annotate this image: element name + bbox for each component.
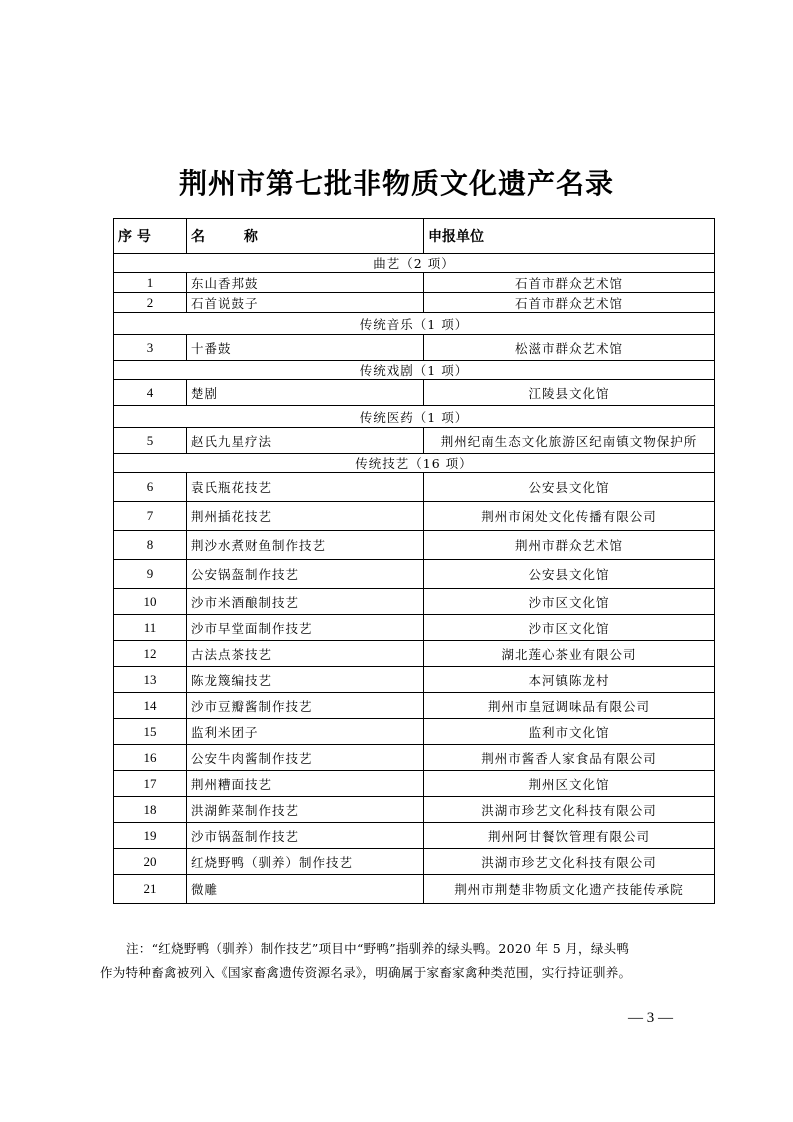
row-number: 10: [114, 589, 187, 615]
item-name: 陈龙篾编技艺: [187, 667, 424, 693]
row-number: 1: [114, 273, 187, 293]
heritage-list-table: [113, 218, 715, 904]
row-number: 14: [114, 693, 187, 719]
item-name: 微雕: [187, 875, 424, 904]
table-row: [114, 273, 715, 293]
table-row: [114, 293, 715, 313]
table-row: [114, 335, 715, 361]
table-row: [114, 560, 715, 589]
category-label: 曲艺（2 项）: [114, 254, 715, 273]
table-row: [114, 615, 715, 641]
item-unit: 荆州纪南生态文化旅游区纪南镇文物保护所: [424, 428, 715, 454]
category-label: 传统音乐（1 项）: [114, 313, 715, 335]
category-label: 传统医药（1 项）: [114, 406, 715, 428]
row-number: 8: [114, 531, 187, 560]
item-unit: 荆州市荆楚非物质文化遗产技能传承院: [424, 875, 715, 904]
row-number: 12: [114, 641, 187, 667]
row-number: 15: [114, 719, 187, 745]
table-row: [114, 589, 715, 615]
item-unit: 荆州区文化馆: [424, 771, 715, 797]
item-name: 东山香邦鼓: [187, 273, 424, 293]
item-unit: 公安县文化馆: [424, 560, 715, 589]
row-number: 5: [114, 428, 187, 454]
item-unit: 石首市群众艺术馆: [424, 273, 715, 293]
table-row: [114, 428, 715, 454]
table-row: [114, 693, 715, 719]
table-row: [114, 502, 715, 531]
item-unit: 荆州市酱香人家食品有限公司: [424, 745, 715, 771]
item-unit: 石首市群众艺术馆: [424, 293, 715, 313]
item-name: 赵氏九星疗法: [187, 428, 424, 454]
table-row: [114, 531, 715, 560]
footnote-line-1: 注：“红烧野鸭（驯养）制作技艺”项目中“野鸭”指驯养的绿头鸭。2020 年 5 月，绿头鸭: [126, 941, 630, 956]
item-name: 监利米团子: [187, 719, 424, 745]
item-name: 楚剧: [187, 380, 424, 406]
item-unit: 荆州阿甘餐饮管理有限公司: [424, 823, 715, 849]
item-name: 十番鼓: [187, 335, 424, 361]
row-number: 11: [114, 615, 187, 641]
category-row: [114, 254, 715, 273]
item-unit: 荆州市闲处文化传播有限公司: [424, 502, 715, 531]
table-row: [114, 380, 715, 406]
table-row: [114, 745, 715, 771]
row-number: 6: [114, 473, 187, 502]
item-name: 荆州糟面技艺: [187, 771, 424, 797]
table-row: [114, 797, 715, 823]
table-row: [114, 875, 715, 904]
row-number: 4: [114, 380, 187, 406]
category-row: [114, 313, 715, 335]
row-number: 3: [114, 335, 187, 361]
row-number: 9: [114, 560, 187, 589]
item-name: 荆沙水煮财鱼制作技艺: [187, 531, 424, 560]
footnote-line-2: 作为特种畜禽被列入《国家畜禽遗传资源名录》，明确属于家畜家禽种类范围，实行持证驯养。: [100, 965, 632, 980]
item-name: 古法点茶技艺: [187, 641, 424, 667]
category-label: 传统技艺（16 项）: [114, 454, 715, 473]
category-row: [114, 454, 715, 473]
table-row: [114, 667, 715, 693]
table-row: [114, 771, 715, 797]
table-row: [114, 823, 715, 849]
row-number: 19: [114, 823, 187, 849]
item-name: 洪湖鲊菜制作技艺: [187, 797, 424, 823]
row-number: 7: [114, 502, 187, 531]
item-name: 石首说鼓子: [187, 293, 424, 313]
item-unit: 松滋市群众艺术馆: [424, 335, 715, 361]
item-name: 公安锅盔制作技艺: [187, 560, 424, 589]
item-unit: 洪湖市珍艺文化科技有限公司: [424, 849, 715, 875]
table-row: [114, 849, 715, 875]
page-number: — 3 —: [628, 1010, 673, 1026]
item-unit: 荆州市皇冠调味品有限公司: [424, 693, 715, 719]
item-unit: 公安县文化馆: [424, 473, 715, 502]
table-header-row: [114, 219, 715, 254]
row-number: 13: [114, 667, 187, 693]
table-row: [114, 641, 715, 667]
category-row: [114, 361, 715, 380]
row-number: 20: [114, 849, 187, 875]
item-name: 荆州插花技艺: [187, 502, 424, 531]
item-unit: 沙市区文化馆: [424, 615, 715, 641]
table-row: [114, 719, 715, 745]
item-name: 袁氏瓶花技艺: [187, 473, 424, 502]
item-name: 沙市豆瓣酱制作技艺: [187, 693, 424, 719]
header-seq: 序 号: [114, 219, 187, 254]
category-row: [114, 406, 715, 428]
item-unit: 荆州市群众艺术馆: [424, 531, 715, 560]
row-number: 16: [114, 745, 187, 771]
item-unit: 洪湖市珍艺文化科技有限公司: [424, 797, 715, 823]
item-unit: 监利市文化馆: [424, 719, 715, 745]
item-unit: 江陵县文化馆: [424, 380, 715, 406]
document-title: 荆州市第七批非物质文化遗产名录: [178, 167, 614, 200]
item-name: 红烧野鸭（驯养）制作技艺: [187, 849, 424, 875]
header-unit: 申报单位: [424, 219, 715, 254]
item-unit: 湖北莲心茶业有限公司: [424, 641, 715, 667]
footnote: [100, 937, 720, 985]
row-number: 2: [114, 293, 187, 313]
item-name: 沙市米酒酿制技艺: [187, 589, 424, 615]
item-name: 沙市锅盔制作技艺: [187, 823, 424, 849]
header-name: 名 称: [187, 219, 424, 254]
item-unit: 本河镇陈龙村: [424, 667, 715, 693]
item-unit: 沙市区文化馆: [424, 589, 715, 615]
table-row: [114, 473, 715, 502]
row-number: 21: [114, 875, 187, 904]
row-number: 18: [114, 797, 187, 823]
item-name: 沙市早堂面制作技艺: [187, 615, 424, 641]
row-number: 17: [114, 771, 187, 797]
item-name: 公安牛肉酱制作技艺: [187, 745, 424, 771]
category-label: 传统戏剧（1 项）: [114, 361, 715, 380]
